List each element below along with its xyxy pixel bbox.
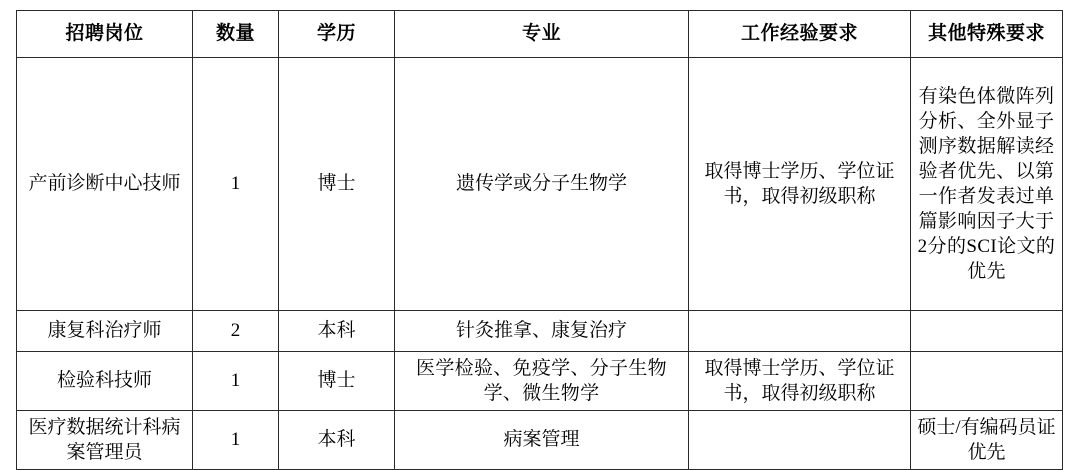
cell-post: 检验科技师 [17, 352, 193, 411]
cell-education: 本科 [279, 411, 395, 470]
cell-other: 有染色体微阵列分析、全外显子测序数据解读经验者优先、以第一作者发表过单篇影响因子大于2分的SCI论文的优先 [911, 58, 1063, 311]
cell-experience [689, 311, 911, 352]
cell-education: 本科 [279, 311, 395, 352]
column-header-major: 专业 [395, 11, 689, 58]
cell-other: 硕士/有编码员证优先 [911, 411, 1063, 470]
document-page [0, 10, 1080, 470]
column-header-experience: 工作经验要求 [689, 11, 911, 58]
column-header-post: 招聘岗位 [17, 11, 193, 58]
cell-education: 博士 [279, 58, 395, 311]
cell-post: 产前诊断中心技师 [17, 58, 193, 311]
cell-major: 遗传学或分子生物学 [395, 58, 689, 311]
cell-count: 1 [193, 352, 279, 411]
cell-other [911, 352, 1063, 411]
column-header-count: 数量 [193, 11, 279, 58]
cell-post: 康复科治疗师 [17, 311, 193, 352]
column-header-other: 其他特殊要求 [911, 11, 1063, 58]
cell-experience: 取得博士学历、学位证书，取得初级职称 [689, 58, 911, 311]
cell-count: 2 [193, 311, 279, 352]
cell-major: 针灸推拿、康复治疗 [395, 311, 689, 352]
cell-other [911, 311, 1063, 352]
cell-experience: 取得博士学历、学位证书，取得初级职称 [689, 352, 911, 411]
cell-post: 医疗数据统计科病案管理员 [17, 411, 193, 470]
cell-count: 1 [193, 58, 279, 311]
column-header-education: 学历 [279, 11, 395, 58]
table-row [17, 58, 1063, 311]
table-row [17, 352, 1063, 411]
recruitment-positions-table [16, 10, 1063, 470]
cell-major: 医学检验、免疫学、分子生物学、微生物学 [395, 352, 689, 411]
cell-major: 病案管理 [395, 411, 689, 470]
cell-education: 博士 [279, 352, 395, 411]
table-row [17, 311, 1063, 352]
cell-count: 1 [193, 411, 279, 470]
table-row [17, 411, 1063, 470]
table-header-row [17, 11, 1063, 58]
cell-experience [689, 411, 911, 470]
